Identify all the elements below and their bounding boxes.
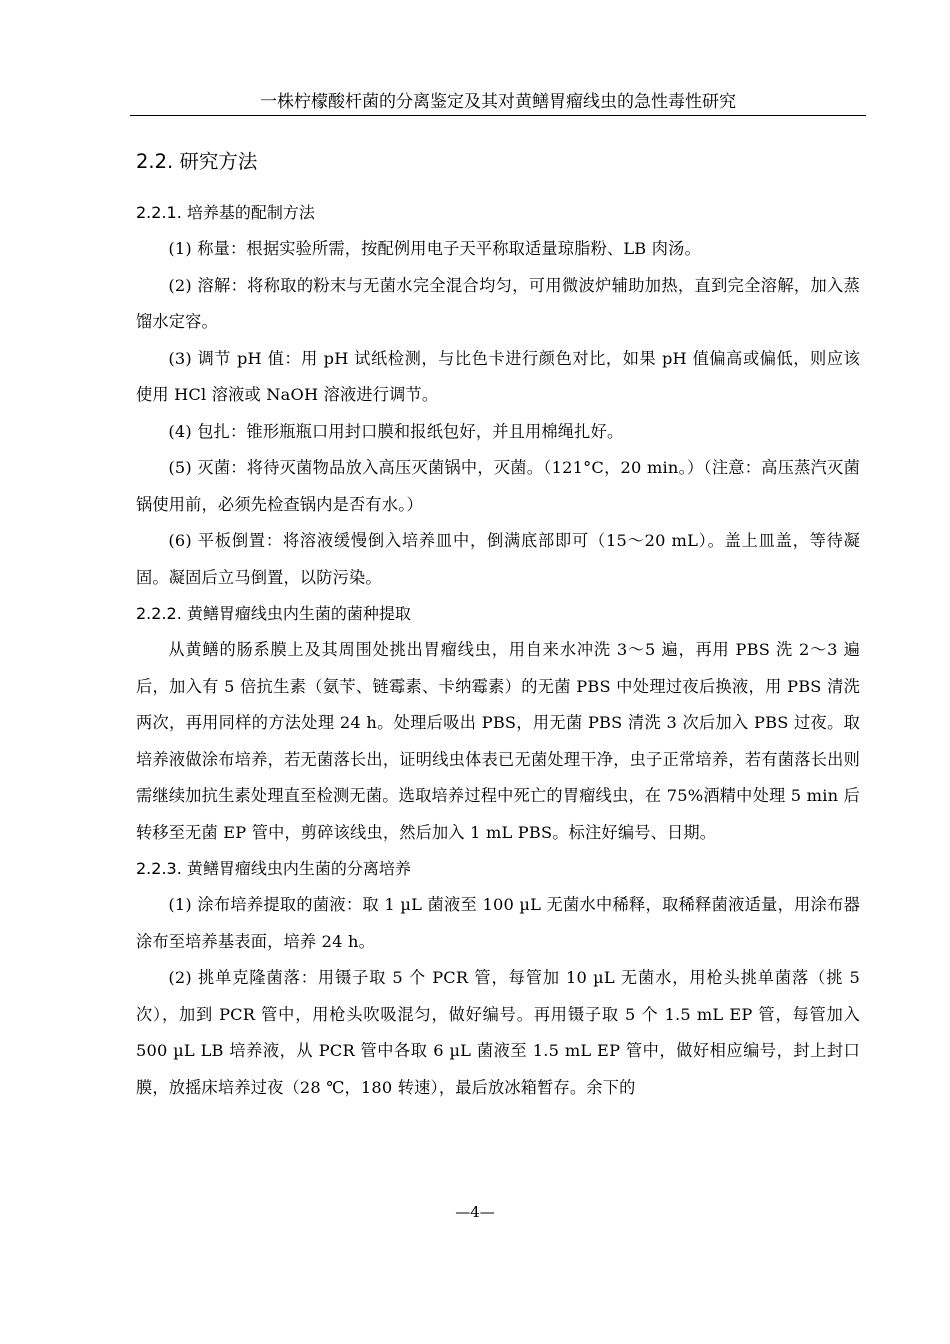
paragraph-sterilization: (5) 灭菌：将待灭菌物品放入高压灭菌锅中，灭菌。（121°C，20 min。）（注意：高压蒸汽灭菌锅使用前，必须先检查锅内是否有水。） [136, 458, 860, 514]
page-body [136, 147, 860, 1106]
section-heading: 2.2. 研究方法 [136, 150, 258, 173]
paragraph-dissolving: (2) 溶解：将称取的粉末与无菌水完全混合均匀，可用微波炉辅助加热，直到完全溶解，加入蒸馏水定容。 [136, 275, 860, 331]
paragraph-strain-extraction: 从黄鳝的肠系膜上及其周围处挑出胃瘤线虫，用自来水冲洗 3～5 遍，再用 PBS 洗 2～3 遍后，加入有 5 倍抗生素（氨苄、链霉素、卡纳霉素）的无菌 PBS 中处理过夜后换液，用 PBS 清洗两次，再用同样的方法处理 24 h。处理后吸出 PBS，用无菌 PBS 清洗 3 次后加入 PBS 过夜。取培养液做涂布培养，若无菌落长出，证明线虫体表已无菌处理干净，虫子正常培养，若有菌落长出则需继续加抗生素处理直至检测无菌。选取培养过程中死亡的胃瘤线虫，在 75%酒精中处理 5 min 后转移至无菌 EP 管中，剪碎该线虫，然后加入 1 mL PBS。标注好编号、日期。 [136, 640, 860, 842]
paragraph-weighing: (1) 称量：根据实验所需，按配例用电子天平称取适量琼脂粉、LB 肉汤。 [168, 239, 701, 258]
paragraph-wrapping: (4) 包扎：锥形瓶瓶口用封口膜和报纸包好，并且用棉绳扎好。 [168, 421, 624, 441]
subsection-heading-2-2-3: 2.2.3. 黄鳝胃瘤线虫内生菌的分离培养 [136, 859, 411, 878]
paragraph-ph-adjust: (3) 调节 pH 值：用 pH 试纸检测，与比色卡进行颜色对比，如果 pH 值偏高或偏低，则应该使用 HCl 溶液或 NaOH 溶液进行调节。 [136, 348, 860, 404]
running-header: 一株柠檬酸杆菌的分离鉴定及其对黄鳝胃瘤线虫的急性毒性研究 [260, 92, 736, 112]
header-rule [130, 115, 866, 116]
subsection-heading-2-2-1: 2.2.1. 培养基的配制方法 [136, 203, 315, 222]
subsection-heading-2-2-2: 2.2.2. 黄鳝胃瘤线虫内生菌的菌种提取 [136, 604, 411, 623]
paragraph-spread-culture: (1) 涂布培养提取的菌液：取 1 µL 菌液至 100 µL 无菌水中稀释，取稀释菌液适量，用涂布器涂布至培养基表面，培养 24 h。 [136, 895, 860, 951]
paragraph-plate-pouring: (6) 平板倒置：将溶液缓慢倒入培养皿中，倒满底部即可（15～20 mL）。盖上皿盖，等待凝固。凝固后立马倒置，以防污染。 [136, 531, 860, 587]
paragraph-colony-picking: (2) 挑单克隆菌落：用镊子取 5 个 PCR 管，每管加 10 µL 无菌水，用枪头挑单菌落（挑 5 次），加到 PCR 管中，用枪头吹吸混匀，做好编号。再用镊子取 5 个 1.5 mL EP 管，每管加入 500 µL LB 培养液，从 PCR 管中各取 6 µL 菌液至 1.5 mL EP 管中，做好相应编号，封上封口膜，放摇床培养过夜（28 ℃，180 转速），最后放冰箱暂存。余下的 [136, 968, 860, 1097]
page-number: —4— [455, 1203, 495, 1221]
